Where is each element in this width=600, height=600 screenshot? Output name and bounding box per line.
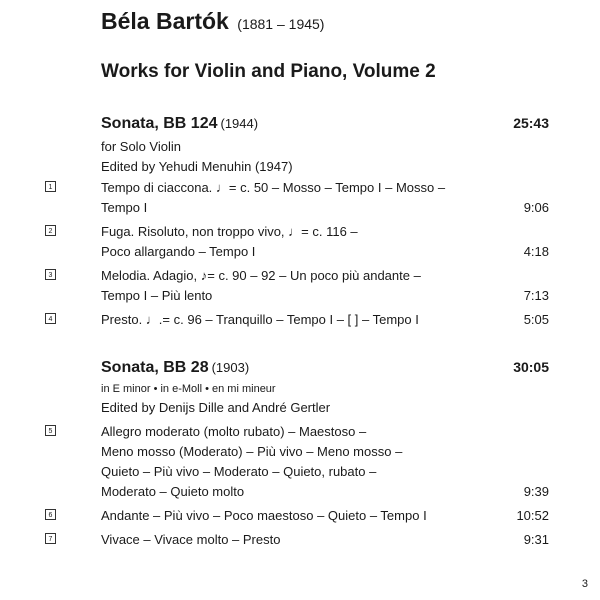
track-duration: 5:05 (523, 312, 549, 327)
track-number-box: 1 (45, 181, 56, 192)
track-title-continued: Moderato – Quieto molto (101, 484, 245, 499)
composer-name: Béla Bartók (101, 8, 229, 34)
page-number: 3 (581, 578, 588, 590)
track-title: Andante – Più vivo – Poco maestoso – Quieto – Tempo I (101, 508, 427, 523)
track-duration: 4:18 (523, 244, 549, 259)
track-listing (101, 422, 549, 502)
work-editor: Edited by Yehudi Menuhin (1947) (101, 159, 293, 174)
track-duration: 9:39 (523, 484, 549, 499)
track-title: Allegro moderato (molto rubato) – Maestoso – (101, 424, 367, 439)
work-year: (1944) (220, 116, 259, 131)
track-title: Melodia. Adagio, ♪= c. 90 – 92 – Un poco più andante – (101, 268, 421, 283)
album-title: Works for Violin and Piano, Volume 2 (101, 61, 436, 82)
track-title: Presto. ♩.= c. 96 – Tranquillo – Tempo I – [ ] – Tempo I (101, 312, 419, 327)
track-listing (101, 178, 549, 218)
work-editor: Edited by Denijs Dille and André Gertler (101, 400, 331, 415)
work-header (101, 359, 549, 418)
track-number-box: 4 (45, 313, 56, 324)
track-listing (101, 310, 549, 330)
track-number-box: 7 (45, 533, 56, 544)
track-listing (101, 506, 549, 526)
work-header (101, 115, 549, 177)
work-title: Sonata, BB 28 (101, 359, 209, 376)
composer-dates: (1881 – 1945) (237, 16, 325, 32)
track-title: Fuga. Risoluto, non troppo vivo, ♩= c. 116 – (101, 224, 358, 239)
work-title-line (101, 359, 249, 377)
work-year: (1903) (211, 360, 250, 375)
work-total-duration: 25:43 (513, 115, 549, 131)
track-listing (101, 222, 549, 262)
track-number-box: 6 (45, 509, 56, 520)
track-title-continued: Tempo I (101, 200, 148, 215)
track-title-continued: Quieto – Più vivo – Moderato – Quieto, rubato – (101, 464, 377, 479)
work-instrumentation: for Solo Violin (101, 139, 181, 154)
track-duration: 10:52 (516, 508, 549, 523)
track-number-box: 2 (45, 225, 56, 236)
work-key: in E minor • in e-Moll • en mi mineur (101, 383, 276, 395)
track-number-box: 3 (45, 269, 56, 280)
track-title-continued: Meno mosso (Moderato) – Più vivo – Meno mosso – (101, 444, 403, 459)
track-duration: 9:31 (523, 532, 549, 547)
track-title-continued: Poco allargando – Tempo I (101, 244, 256, 259)
track-title: Tempo di ciaccona. ♩= c. 50 – Mosso – Tempo I – Mosso – (101, 180, 446, 195)
track-title-continued: Tempo I – Più lento (101, 288, 213, 303)
track-title: Vivace – Vivace molto – Presto (101, 532, 281, 547)
work-total-duration: 30:05 (513, 359, 549, 375)
track-duration: 9:06 (523, 200, 549, 215)
track-number-box: 5 (45, 425, 56, 436)
composer-heading (101, 8, 324, 35)
track-listing (101, 530, 549, 550)
work-title: Sonata, BB 124 (101, 115, 218, 132)
work-title-line (101, 115, 258, 133)
track-listing (101, 266, 549, 306)
track-duration: 7:13 (523, 288, 549, 303)
